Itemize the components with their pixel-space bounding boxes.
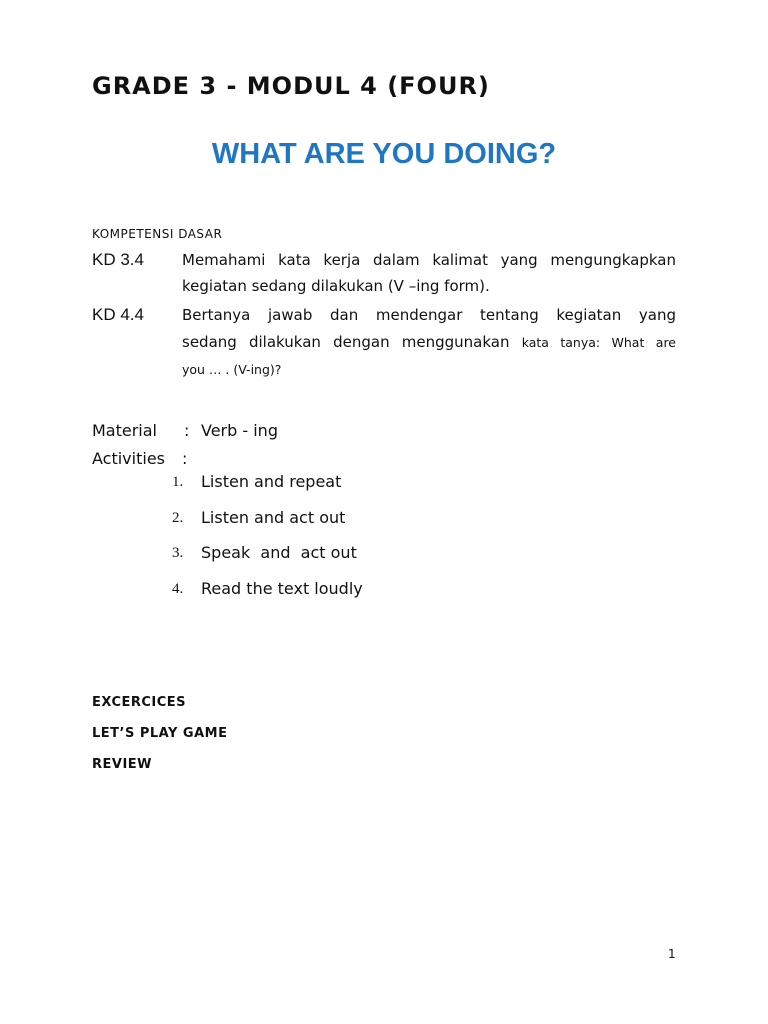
- kd-4-4-line-3: you … . (V-ing)?: [182, 362, 282, 377]
- activity-item: Read the text loudly: [201, 579, 363, 598]
- kd-code-4-4: KD 4.4: [92, 305, 144, 324]
- activities-colon: :: [182, 449, 188, 468]
- section-review: REVIEW: [92, 757, 153, 772]
- activity-number: 1.: [172, 474, 184, 490]
- activity-item: Speak and act out: [201, 543, 357, 562]
- activities-label: Activities: [92, 449, 165, 468]
- activity-item: Listen and repeat: [201, 472, 342, 491]
- activity-number: 4.: [172, 581, 184, 597]
- page-number: 1: [668, 947, 676, 961]
- material-colon: :: [184, 421, 190, 440]
- kd-code-3-4: KD 3.4: [92, 250, 144, 269]
- kompetensi-heading: KOMPETENSI DASAR: [92, 227, 223, 241]
- section-lets-play-game: LET’S PLAY GAME: [92, 726, 228, 741]
- kd-3-4-line-1: Memahami kata kerja dalam kalimat yang mengungkapkan: [182, 251, 676, 269]
- kd-4-4-line-2-main: sedang dilakukan dengan menggunakan: [182, 333, 510, 351]
- kd-4-4-line-2-small: kata tanya: What are: [521, 335, 676, 350]
- material-label: Material: [92, 421, 157, 440]
- kd-3-4-line-2: kegiatan sedang dilakukan (V –ing form).: [182, 277, 490, 295]
- activity-number: 2.: [172, 510, 184, 526]
- section-excercices: EXCERCICES: [92, 695, 187, 710]
- kd-4-4-line-1: Bertanya jawab dan mendengar tentang kegiatan yang: [182, 306, 676, 324]
- kd-4-4-line-3-wrap: [182, 360, 676, 378]
- kd-4-4-line-2: [182, 333, 676, 351]
- lesson-title: WHAT ARE YOU DOING?: [211, 138, 557, 170]
- module-heading: GRADE 3 - MODUL 4 (FOUR): [92, 72, 490, 100]
- activity-item: Listen and act out: [201, 508, 346, 527]
- material-value: Verb - ing: [201, 421, 278, 440]
- activity-number: 3.: [172, 545, 184, 561]
